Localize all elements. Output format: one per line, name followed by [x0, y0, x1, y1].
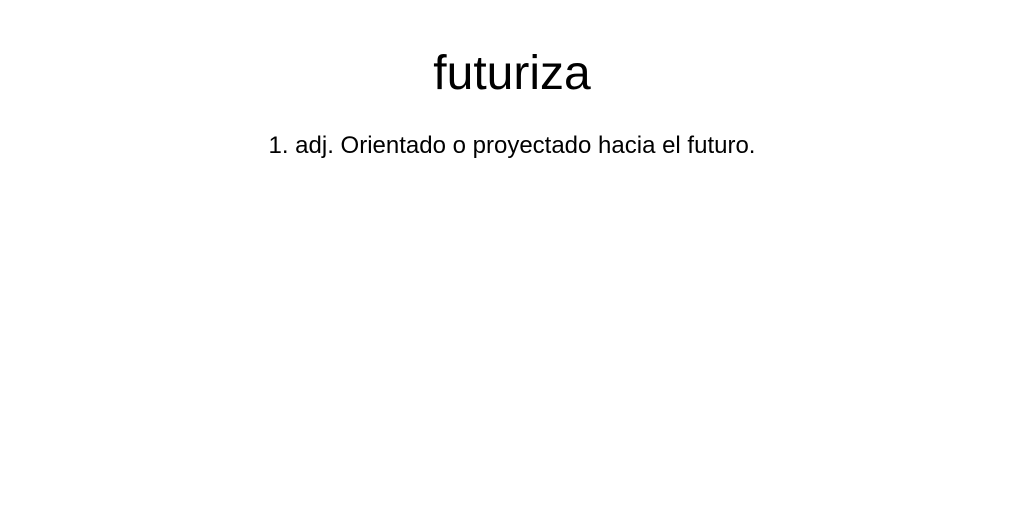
entry-headword: futuriza: [433, 47, 591, 100]
entry-definition: 1. adj. Orientado o proyectado hacia el futuro.: [268, 132, 756, 159]
